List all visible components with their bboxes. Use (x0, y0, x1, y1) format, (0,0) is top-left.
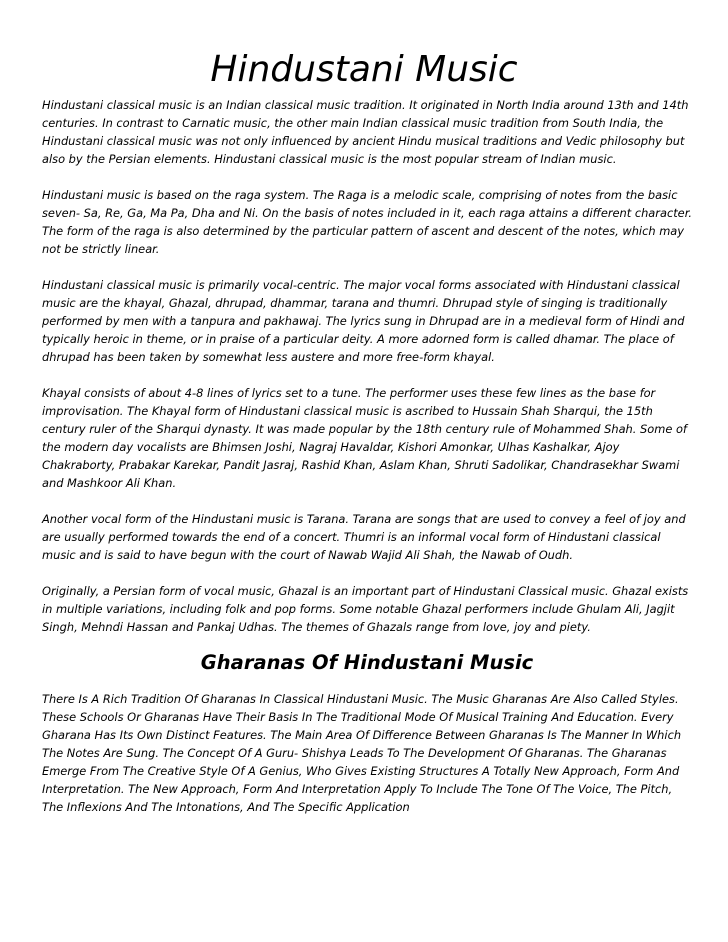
page-title: Hindustani Music (210, 49, 518, 90)
document-body (42, 96, 692, 834)
paragraph-khayal: Khayal consists of about 4-8 lines of lyrics set to a tune. The performer uses these few lines as the base for improvisation. The Khayal form of Hindustani classical music is ascribed to Hussain Shah Sharqui, the 15th century ruler of the Sharqui dynasty. It was made popular by the 18th century rule of Mohammed Shah. Some of the modern day vocalists are Bhimsen Joshi, Nagraj Havaldar, Kishori Amonkar, Ulhas Kashalkar, Ajoy Chakraborty, Prabakar Karekar, Pandit Jasraj, Rashid Khan, Aslam Khan, Shruti Sadolikar, Chandrasekhar Swami and Mashkoor Ali Khan. (42, 386, 687, 490)
paragraph-tarana: Another vocal form of the Hindustani music is Tarana. Tarana are songs that are used to convey a feel of joy and are usually performed towards the end of a concert. Thumri is an informal vocal form of Hindustani classical music and is said to have begun with the court of Nawab Wajid Ali Shah, the Nawab of Oudh. (42, 512, 686, 562)
section-heading: Gharanas Of Hindustani Music (200, 651, 534, 674)
paragraph-vocal-forms: Hindustani classical music is primarily vocal-centric. The major vocal forms associated with Hindustani classical music are the khayal, Ghazal, dhrupad, dhammar, tarana and thumri. Dhrupad style of singing is traditionally performed by men with a tanpura and pakhawaj. The lyrics sung in Dhrupad are in a medieval form of Hindi and typically heroic in theme, or in praise of a particular deity. A more adorned form is called dhamar. The place of dhrupad has been taken by somewhat less austere and more free-form khayal. (42, 278, 685, 364)
paragraph-intro: Hindustani classical music is an Indian classical music tradition. It originated in North India around 13th and 14th centuries. In contrast to Carnatic music, the other main Indian classical music tradition from South India, the Hindustani classical music was not only influenced by ancient Hindu musical traditions and Vedic philosophy but also by the Persian elements. Hindustani classical music is the most popular stream of Indian music. (42, 98, 689, 166)
paragraph-ghazal: Originally, a Persian form of vocal music, Ghazal is an important part of Hindustani Classical music. Ghazal exists in multiple variations, including folk and pop forms. Some notable Ghazal performers include Ghulam Ali, Jagjit Singh, Mehndi Hassan and Pankaj Udhas. The themes of Ghazals range from love, joy and piety. (42, 584, 689, 634)
paragraph-gharanas: There Is A Rich Tradition Of Gharanas In Classical Hindustani Music. The Music Gharanas Are Also Called Styles. These Schools Or Gharanas Have Their Basis In The Traditional Mode Of Musical Training And Education. Every Gharana Has Its Own Distinct Features. The Main Area Of Difference Between Gharanas Is The Manner In Which The Notes Are Sung. The Concept Of A Guru- Shishya Leads To The Development Of Gharanas. The Gharanas Emerge From The Creative Style Of A Genius, Who Gives Existing Structures A Totally New Approach, Form And Interpretation. The New Approach, Form And Interpretation Apply To Include The Tone Of The Voice, The Pitch, The Inflexions And The Intonations, And The Specific Application (42, 692, 682, 814)
paragraph-raga: Hindustani music is based on the raga system. The Raga is a melodic scale, comprising of notes from the basic seven- Sa, Re, Ga, Ma Pa, Dha and Ni. On the basis of notes included in it, each raga attains a different character. The form of the raga is also determined by the particular pattern of ascent and descent of the notes, which may not be strictly linear. (42, 188, 692, 256)
